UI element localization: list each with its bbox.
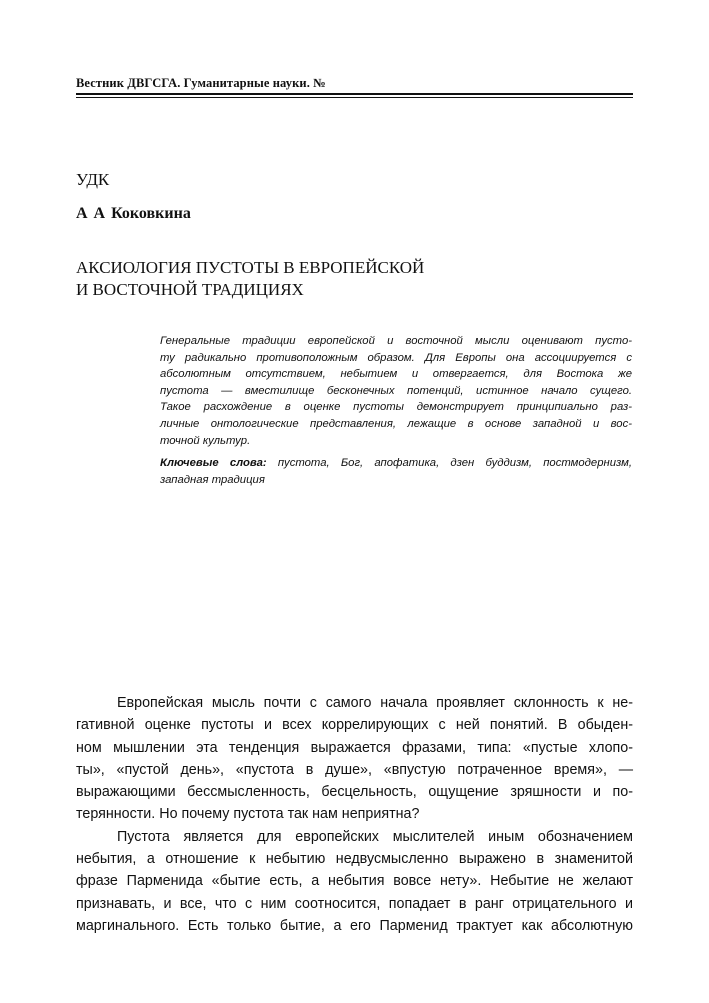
keywords-text: пустота, Бог, апофатика, дзен буддизм, постмодернизм,	[266, 457, 632, 469]
header-rule-thick	[76, 93, 633, 95]
body-line: ном мышлении эта тенденция выражается фразами, типа: «пустые хлопо-	[76, 739, 633, 756]
keywords-label: Ключевые слова:	[160, 457, 267, 469]
body-line: ты», «пустой день», «пустота в душе», «впустую потраченное время», —	[76, 761, 633, 778]
abstract-line: Такое расхождение в оценке пустоты демонстрирует принципиально раз-	[160, 401, 632, 414]
abstract-line: абсолютным отсутствием, небытием и отвергается, для Востока же	[160, 368, 632, 381]
header-rule-thin	[76, 97, 633, 98]
body-text	[76, 692, 633, 937]
udk-label: УДК	[76, 170, 110, 189]
body-line: Европейская мысль почти с самого начала проявляет склонность к не-	[117, 695, 633, 711]
author-name: А А Коковкина	[76, 205, 191, 222]
body-line: признавать, и все, что с ним соотносится, попадает в ранг отрицательного и	[76, 895, 633, 912]
body-line: гативной оценке пустоты и всех коррелирующих с ней понятий. В обыден-	[76, 717, 633, 734]
keywords-line: западная традиция	[160, 473, 265, 486]
keywords-line	[160, 455, 632, 472]
body-line: небытия, а отношение к небытию недвусмысленно выражено в знаменитой	[76, 851, 633, 868]
abstract-line: пустота — вместилище бесконечных потенций, истинное начало сущего.	[160, 384, 632, 397]
article-title	[76, 257, 596, 301]
running-head: Вестник ДВГСГА. Гуманитарные науки. №	[76, 76, 326, 90]
title-line: АКСИОЛОГИЯ ПУСТОТЫ В ЕВРОПЕЙСКОЙ	[76, 258, 425, 277]
body-line: терянности. Но почему пустота так нам неприятна?	[76, 806, 420, 823]
body-line: выражающими бессмысленность, бесцельность, ощущение зряшности и по-	[76, 784, 633, 801]
keywords	[160, 455, 632, 488]
body-line: маргинального. Есть только бытие, а его Парменид трактует как абсолютную	[76, 917, 633, 934]
abstract-line: личные онтологические представления, лежащие в основе западной и вос-	[160, 417, 632, 430]
abstract-line: точной культур.	[160, 434, 251, 447]
abstract-line: Генеральные традиции европейской и восточной мысли оценивают пусто-	[160, 335, 632, 347]
title-line: И ВОСТОЧНОЙ ТРАДИЦИЯХ	[76, 280, 304, 299]
abstract	[160, 333, 632, 449]
body-line: Пустота является для европейских мыслителей иным обозначением	[117, 828, 633, 845]
body-line: фразе Парменида «бытие есть, а небытия вовсе нету». Небытие не желают	[76, 873, 633, 890]
abstract-line: ту радикально противоположным образом. Для Европы она ассоциируется с	[160, 351, 632, 364]
